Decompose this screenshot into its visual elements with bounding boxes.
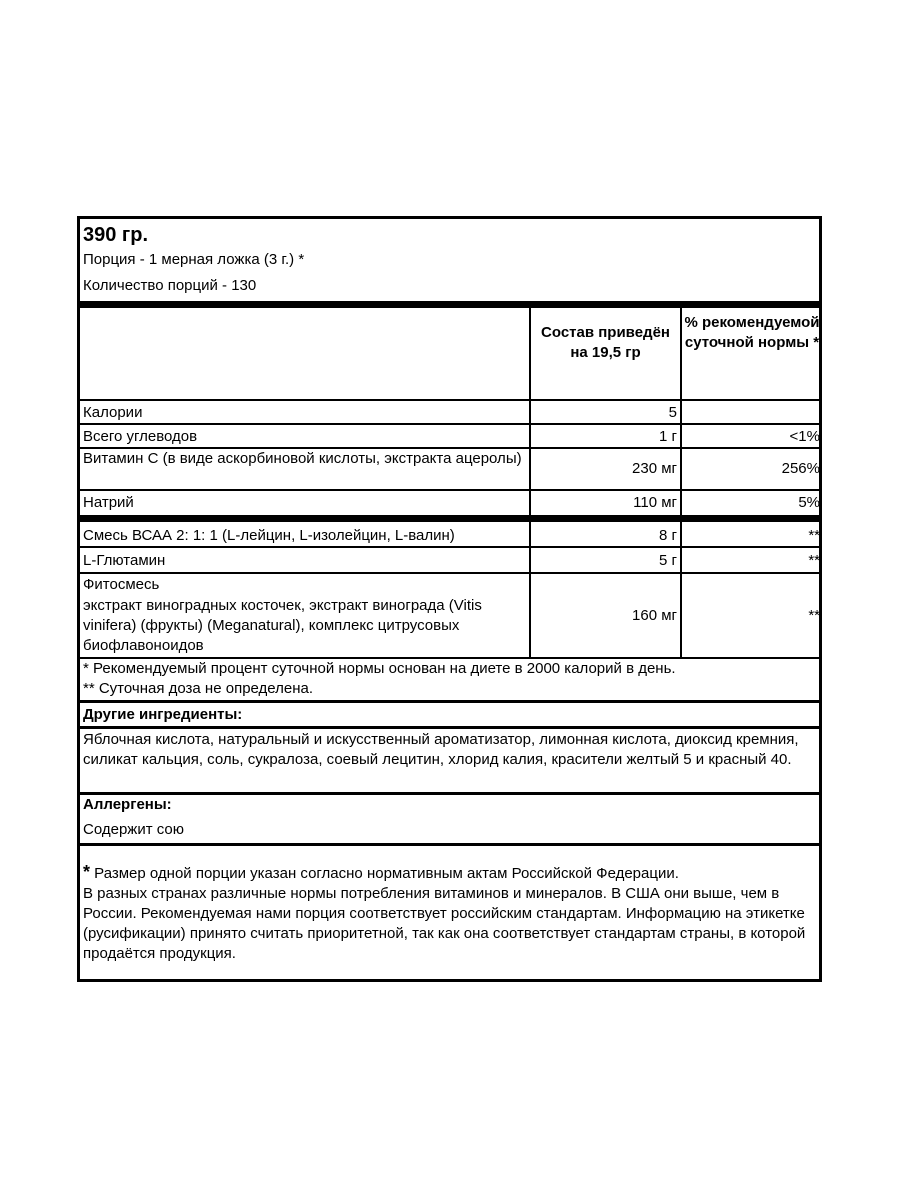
blend-dv: ** [808,552,820,569]
thick-divider [80,301,819,308]
row-divider [80,572,819,574]
blend-name: Смесь ВСАА 2: 1: 1 (L-лейцин, L-изолейцин, L-валин) [83,527,455,544]
nutrient-name: Калории [83,404,143,421]
other-ingredients-text: Яблочная кислота, натуральный и искусственный ароматизатор, лимонная кислота, диоксид кремния, силикат кальция, соль, сукралоза, соевый лецитин, хлорид калия, красители желтый 5 и красный 40. [83,731,799,768]
disclaimer-star: * [83,862,91,882]
row-divider [80,399,819,401]
blend-amount: 8 г [659,527,677,544]
blend-name: Фитосмесь [83,576,160,593]
nutrient-amount: 5 [668,404,677,421]
blend-dv: ** [808,607,820,624]
nutrient-dv: 5% [798,494,820,511]
serving-size: Порция - 1 мерная ложка (3 г.) * [83,251,305,268]
footnote-dv: * Рекомендуемый процент суточной нормы основан на диете в 2000 калорий в день. [83,660,676,677]
other-ingredients-title: Другие ингредиенты: [83,706,243,723]
blend-amount: 5 г [659,552,677,569]
nutrient-dv: <1% [789,428,820,445]
section-divider [80,792,819,795]
blend-dv: ** [808,527,820,544]
nutrient-name: Витамин С (в виде аскорбиновой кислоты, экстракта ацеролы) [83,450,522,467]
dv-column-header: % рекомендуемой суточной нормы * [684,314,820,351]
row-divider [80,489,819,491]
blend-name: L-Глютамин [83,552,166,569]
row-divider [80,546,819,548]
nutrition-label [77,216,822,982]
footnote-undefined: ** Суточная доза не определена. [83,680,314,697]
disclaimer-line1: Размер одной порции указан согласно нормативным актам Российской Федерации. [90,865,679,882]
nutrient-amount: 110 мг [633,494,677,511]
nutrient-amount: 230 мг [632,460,677,477]
column-divider [680,308,682,657]
section-divider [80,726,819,729]
section-divider [80,843,819,846]
allergens-title: Аллергены: [83,796,172,813]
nutrient-dv: 256% [781,460,820,477]
net-weight: 390 гр. [83,224,149,246]
blend-amount: 160 мг [632,607,677,624]
nutrient-name: Натрий [83,494,134,511]
nutrient-name: Всего углеводов [83,428,198,445]
amount-column-header: Состав приведён на 19,5 гр [541,324,670,361]
disclaimer-first-line [83,862,679,884]
section-divider [80,700,819,703]
row-divider [80,423,819,425]
nutrient-amount: 1 г [659,428,677,445]
blend-description: экстракт виноградных косточек, экстракт винограда (Vitis vinifera) (фрукты) (Meganatural), комплекс цитрусовых биофлавоноидов [83,597,482,654]
servings-count: Количество порций - 130 [83,277,257,294]
disclaimer-text: В разных странах различные нормы потребления витаминов и минералов. В США они выше, чем в России. Рекомендуемая нами порция соответствует российским стандартам. Информацию на этикетке (русификации) принято считать приоритетной, так как она соответствует стандартам страны, в которой продаётся продукция. [83,885,806,962]
allergens-text: Содержит сою [83,821,184,838]
thick-divider [80,515,819,522]
